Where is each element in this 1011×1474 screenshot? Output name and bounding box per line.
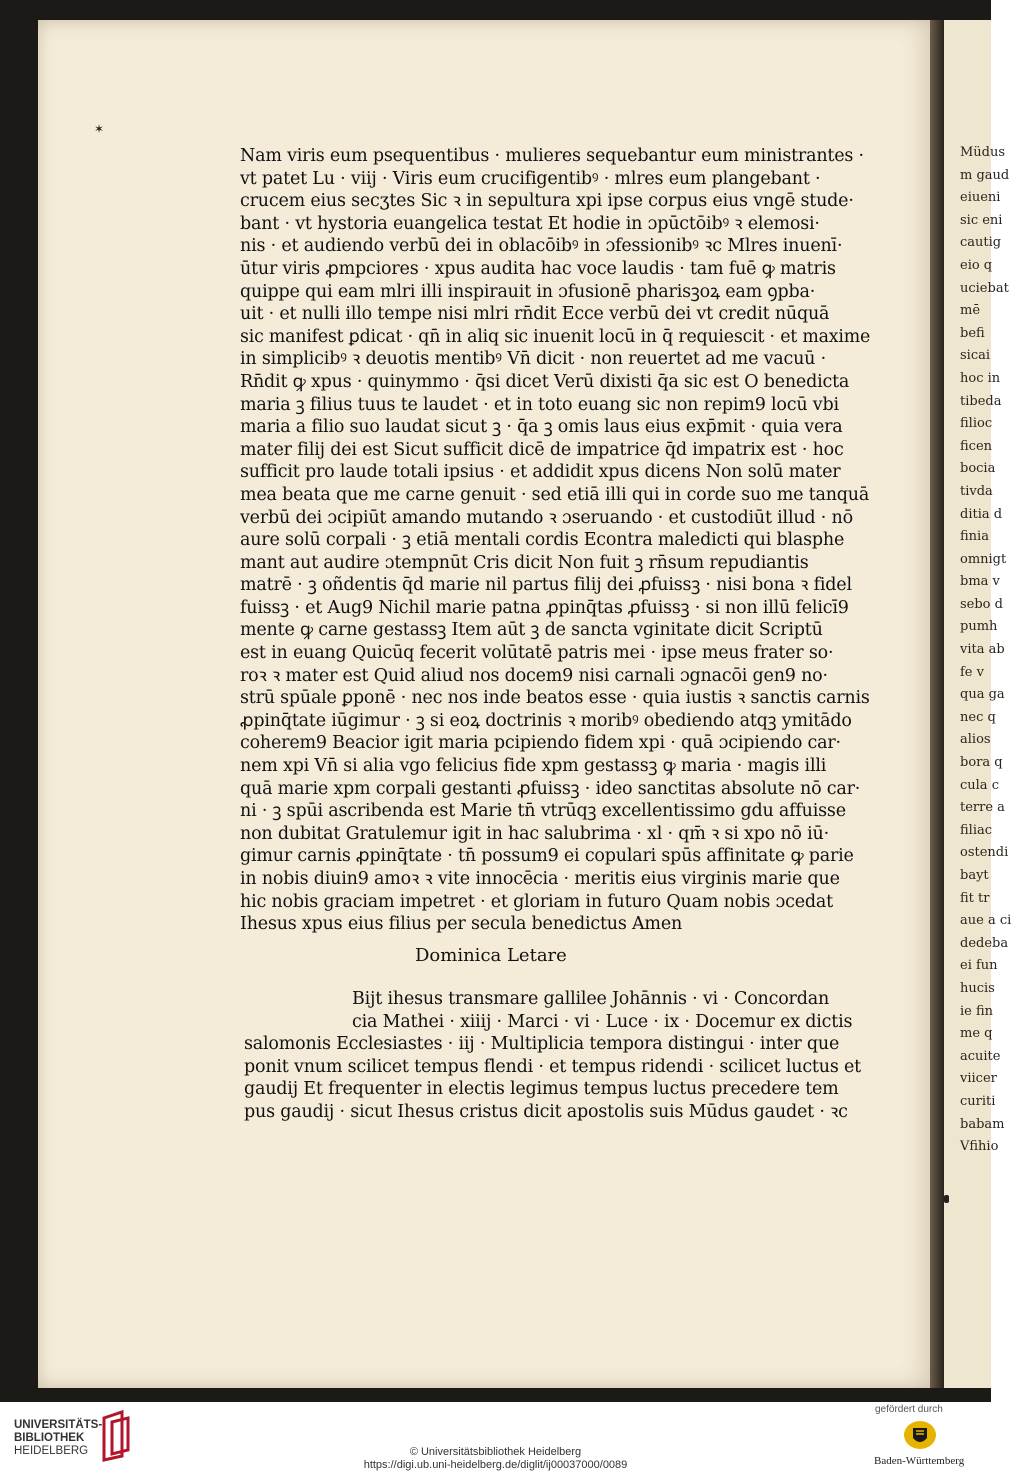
facing-page-fragment: hucis <box>960 980 995 996</box>
section-text-line: cia Mathei · xiiij · Marci · vi · Luce · ix · Docemur ex dictis <box>352 1011 853 1032</box>
text-line: mente ꝙ carne gestassꝫ Item aūt ꝫ de sancta vginitate dicit Scriptū <box>240 620 823 641</box>
facing-page-fragment: mē <box>960 303 981 319</box>
text-line: roꝛ ꝛ mater est Quid aliud nos docem9 nisi carnali ɔgnacōi gen9 no· <box>240 665 828 686</box>
facing-page-fragment: cula c <box>960 777 999 793</box>
sponsor-name: Baden-Württemberg <box>874 1455 965 1467</box>
facing-page-fragment: bma v <box>960 574 1000 590</box>
copyright-text: © Universitätsbibliothek Heidelberg <box>409 1446 582 1458</box>
facing-page-fragment: filiac <box>960 822 993 838</box>
facing-page-text <box>944 142 1011 1159</box>
facing-page-fragment: vita ab <box>960 642 1005 658</box>
text-line: maria ꝫ filius tuus te laudet · et in toto euang sic non repim9 locū vbi <box>240 394 839 415</box>
section-text-line: Bijt ihesus transmare gallilee Johānnis · vi · Concordan <box>352 989 830 1009</box>
text-line: vt patet Lu · viij · Viris eum crucifigentibꝰ · mlres eum plangebant · <box>240 168 821 189</box>
book-gutter <box>930 20 944 1388</box>
text-line: quippe qui eam mlri illi inspirauit in ɔfusionē pharisꝫoꝝ eam ꝯpba· <box>240 281 816 302</box>
facing-page-fragment: tivda <box>960 483 993 499</box>
facing-page-fragment: bayt <box>960 868 989 883</box>
text-line: non dubitat Gratulemur igit in hac salubrima · xl · qm̄ ꝛ si xpo nō iū· <box>240 823 829 844</box>
text-line: mater filij dei est Sicut sufficit dicē de impatrice q̄d impatrix est · hoc <box>240 439 844 460</box>
copyright-block <box>0 1446 991 1472</box>
library-name-line-1: UNIVERSITÄTS- <box>14 1419 103 1431</box>
facing-page-fragment: ditia d <box>960 506 1003 522</box>
text-line: mant aut audire ɔtempnūt Cris dicit Non fuit ꝫ rn̄sum repudiantis <box>240 552 809 573</box>
text-line: Rn̄dit ꝙ xpus · quinymmo · q̄si dicet Verū dixisti q̄a sic est O benedicta <box>240 371 850 392</box>
facing-page-fragment: viicer <box>960 1071 997 1087</box>
facing-page-fragment: eiueni <box>960 190 1001 206</box>
text-line: in simplicibꝰ ꝛ deuotis mentibꝰ Vn̄ dicit · non reuertet ad me vacuū · <box>240 349 826 370</box>
facing-page-fragment: ostendi <box>960 845 1009 861</box>
text-line: quā marie xpm corpali gestanti ꝓfuissꝫ · ideo sanctitas absolute nō car· <box>240 778 861 799</box>
text-line: sufficit pro laude totali ipsius · et addidit xpus dicens Non solū mater <box>240 462 841 483</box>
text-line: mea beata que me carne genuit · sed etiā illi qui in corde suo me tanquā <box>240 484 870 505</box>
section-text-line: salomonis Ecclesiastes · iij · Multiplicia tempora distingui · inter que <box>244 1034 840 1055</box>
facing-page-fragment: pumh <box>960 619 998 635</box>
section-text-line: ponit vnum scilicet tempus flendi · et tempus ridendi · scilicet luctus et <box>244 1056 861 1077</box>
library-name-line-2: BIBLIOTHEK <box>14 1432 85 1444</box>
text-line: sic manifest ꝑdicat · qn̄ in aliq sic inuenit locū in q̄ requiescit · et maxime <box>240 326 871 347</box>
text-line: in nobis diuin9 amoꝛ ꝛ vite innocēcia · meritis eius virginis marie que <box>240 869 840 889</box>
text-line: ūtur viris ꝓmpciores · xpus audita hac voce laudis · tam fuē ꝙ matris <box>240 258 836 279</box>
facing-page-fragment: nec q <box>960 709 996 725</box>
text-line: fuissꝫ · et Aug9 Nichil marie patna ꝓpinq̄tas ꝓfuissꝫ · si non illū felicī9 <box>240 597 849 618</box>
text-line: gimur carnis ꝓpinq̄tate · tn̄ possum9 ei copulari spūs affinitate ꝙ parie <box>240 846 854 867</box>
facing-page-fragment: hoc in <box>960 370 1001 386</box>
text-line: coherem9 Beacior igit maria pcipiendo fidem xpi · quā ɔcipiendo car· <box>240 733 841 754</box>
section-text-line: gaudij Et frequenter in electis legimus tempus luctus precedere tem <box>244 1079 839 1100</box>
text-line: verbū dei ɔcipiūt amando mutando ꝛ ɔseruando · et custodiūt illud · nō <box>240 507 853 528</box>
facing-page-fragment: Müdus <box>960 145 1006 160</box>
text-line: Ihesus xpus eius filius per secula benedictus Amen <box>240 914 683 935</box>
facing-page-fragment: fe v <box>960 664 984 680</box>
section-heading: Dominica Letare <box>415 945 567 966</box>
facing-page-fragment: m gaud <box>960 167 1010 183</box>
text-line: ni · ꝫ spūi ascribenda est Marie tn̄ vtrūqꝫ excellentissimo gdu affuisse <box>240 801 846 822</box>
library-name-line-3: HEIDELBERG <box>14 1445 89 1457</box>
text-line: nis · et audiendo verbū dei in oblacōibꝰ in ɔfessionibꝰ ꝛc Mlres inuenī· <box>240 236 843 257</box>
facing-page-fragment: tibeda <box>960 393 1002 409</box>
margin-dot <box>944 1195 949 1203</box>
text-line: bant · vt hystoria euangelica testat Et hodie in ɔpūctōibꝰ ꝛ elemosi· <box>240 213 820 234</box>
text-line: strū spūale ꝑponē · nec nos inde beatos esse · quia iustis ꝛ sanctis carnis <box>240 688 870 709</box>
facing-page-fragment: bocia <box>960 461 996 477</box>
facing-page-fragment: dedeba <box>960 935 1009 951</box>
text-line: Nam viris eum psequentibus · mulieres sequebantur eum ministrantes · <box>240 146 864 166</box>
text-line: matrē · ꝫ oñdentis q̄d marie nil partus filij dei ꝓfuissꝫ · nisi bona ꝛ fidel <box>240 575 852 596</box>
coat-of-arms-icon <box>903 1420 937 1450</box>
margin-mark: ✶ <box>94 122 105 136</box>
facing-page-fragment: befi <box>960 325 985 341</box>
facing-page-fragment: ie fin <box>960 1003 994 1019</box>
facing-page-fragment: omnigt <box>960 551 1007 567</box>
facing-page-edge <box>944 20 1011 1388</box>
facing-page-fragment: curiti <box>960 1093 996 1109</box>
facing-page-fragment: aue a ci <box>960 913 1011 929</box>
text-line: hic nobis graciam impetret · et gloriam in futuro Quam nobis ɔcedat <box>240 891 833 912</box>
main-text <box>240 145 870 936</box>
text-line: aure solū corpali · ꝫ etiā mentali cordis Econtra maledicti qui blasphe <box>240 530 845 551</box>
sponsor-label: gefördert durch <box>875 1404 943 1415</box>
section-text-line: pus gaudij · sicut Ihesus cristus dicit apostolis suis Mūdus gaudet · ꝛc <box>244 1101 848 1122</box>
facing-page-fragment: uciebat <box>960 280 1009 296</box>
facing-page-fragment: alios <box>960 732 991 748</box>
facing-page-fragment: ficen <box>960 438 993 454</box>
facing-page-fragment: me q <box>960 1026 993 1042</box>
text-line: maria a filio suo laudat sicut ꝫ · q̄a ꝫ omis laus eius exp̄mit · quia vera <box>240 417 843 438</box>
facing-page-fragment: sic eni <box>960 212 1003 228</box>
facing-page-fragment: sebo d <box>960 596 1003 612</box>
facing-page-fragment: sicai <box>960 348 991 364</box>
text-line: nem xpi Vn̄ si alia vgo felicius fide xpm gestassꝫ ꝙ maria · magis illi <box>240 756 827 777</box>
facing-page-fragment: filioc <box>960 416 993 432</box>
facing-page-fragment: finia <box>960 529 989 545</box>
text-line: ꝓpinq̄tate iūgimur · ꝫ si eoꝝ doctrinis ꝛ moribꝰ obediendo atqꝫ ymitādo <box>240 710 852 731</box>
facing-page-fragment: babam <box>960 1116 1005 1132</box>
facing-page-fragment: Vfihio <box>960 1139 999 1155</box>
facing-page-fragment: ei fun <box>960 958 998 974</box>
text-line: uit · et nulli illo tempe nisi mlri rn̄dit Ecce verbū dei vt credit nūquā <box>240 304 830 325</box>
facing-page-fragment: acuite <box>960 1048 1001 1064</box>
text-line: est in euang Quicūq fecerit volūtatē patris mei · ipse meus frater so· <box>240 643 834 664</box>
facing-page-fragment: terre a <box>960 800 1005 816</box>
facing-page-fragment: qua ga <box>960 687 1005 703</box>
facing-page-fragment: eio q <box>960 257 993 273</box>
facing-page-fragment: fit tr <box>960 890 990 906</box>
text-line: crucem eius secʒtes Sic ꝛ in sepultura xpi ipse corpus eius vngē stude· <box>240 191 854 212</box>
permalink[interactable]: https://digi.ub.uni-heidelberg.de/diglit/ij00037000/0089 <box>363 1459 628 1471</box>
facing-page-fragment: cautig <box>960 235 1002 251</box>
facing-page-fragment: bora q <box>960 755 1003 771</box>
section-text <box>244 988 874 1124</box>
